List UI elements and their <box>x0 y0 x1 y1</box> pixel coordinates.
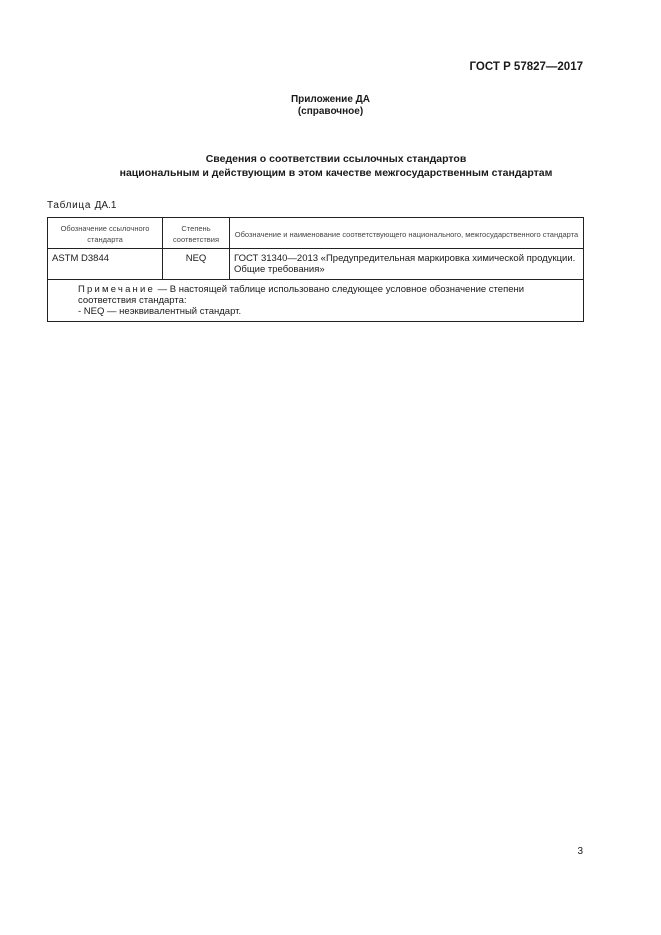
section-title-line-1: Сведения о соответствии ссылочных стандартов <box>205 153 467 165</box>
table-caption-word: Таблица <box>47 200 92 211</box>
header-degree: Степень соответствия <box>163 218 230 249</box>
note-item: - NEQ — неэквивалентный стандарт. <box>78 306 242 317</box>
header-reference-standard: Обозначение ссылочного стандарта <box>48 218 163 249</box>
table-caption-number: ДА.1 <box>94 200 117 211</box>
section-title-line-2: национальным и действующим в этом качестве межгосударственным стандартам <box>119 167 553 179</box>
table-note <box>48 280 584 322</box>
appendix-subtitle: (справочное) <box>297 106 364 117</box>
note-label: Примечание <box>78 284 155 295</box>
note-text <box>52 284 579 306</box>
document-code: ГОСТ Р 57827—2017 <box>469 61 583 73</box>
table-header-row <box>48 218 584 249</box>
appendix-title: Приложение ДА <box>290 94 371 105</box>
correspondence-table <box>47 217 584 322</box>
cell-national-standard: ГОСТ 31340—2013 «Предупредительная маркировка химической продукции. Общие требования» <box>230 249 584 280</box>
cell-degree: NEQ <box>163 249 230 280</box>
table-row <box>48 249 584 280</box>
header-national-standard: Обозначение и наименование соответствующего национального, межгосударственного стандарта <box>230 218 584 249</box>
section-title <box>60 152 612 180</box>
table-caption <box>47 200 116 211</box>
table-note-row <box>48 280 584 322</box>
note-body: — В настоящей таблице использовано следующее условное обозначение степени соответствия стандарта: <box>78 284 525 306</box>
page-number: 3 <box>577 846 583 857</box>
cell-reference-standard: ASTM D3844 <box>48 249 163 280</box>
